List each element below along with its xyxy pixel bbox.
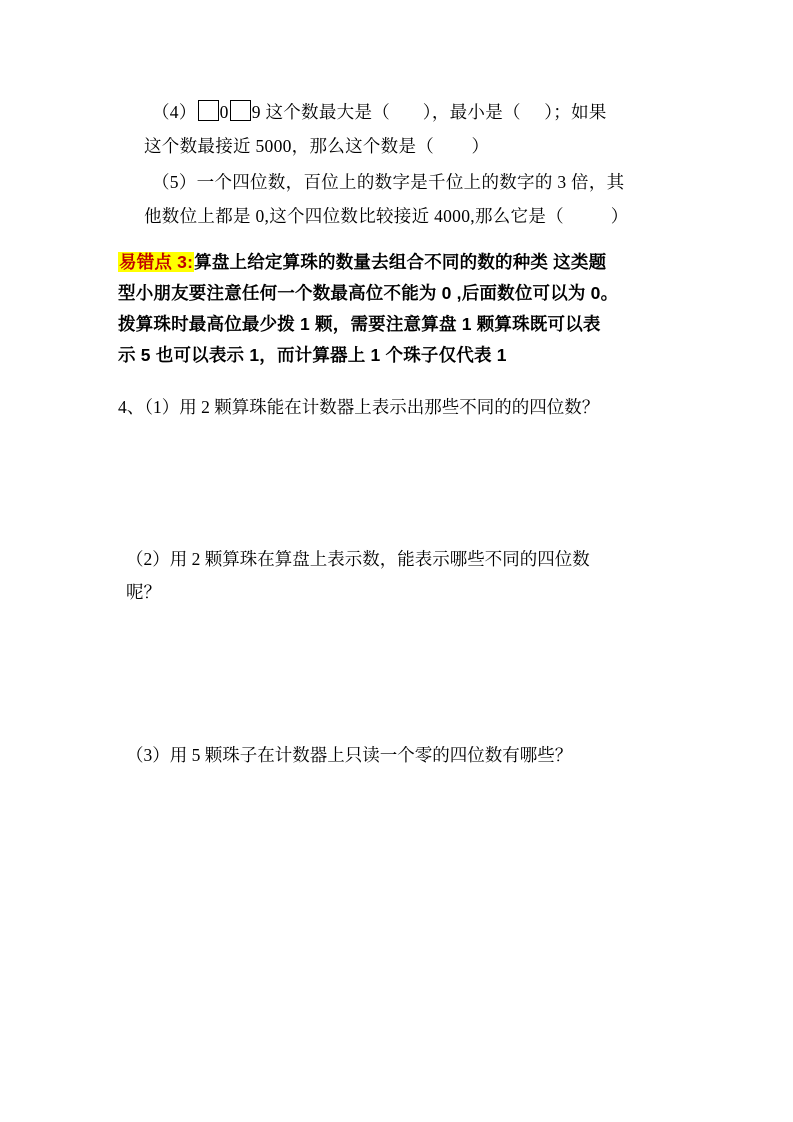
question-4 bbox=[118, 95, 683, 163]
tip-line-2: 型小朋友要注意任何一个数最高位不能为 0 ,后面数位可以为 0。 bbox=[118, 283, 619, 303]
question-4-text-d: ）；如果 bbox=[544, 102, 607, 122]
question-4-line-2-text: 这个数最接近 5000，那么这个数是（ bbox=[144, 136, 435, 156]
question-5 bbox=[118, 165, 683, 233]
tip-line-1 bbox=[118, 247, 683, 278]
question-5-line-2-text: 他数位上都是 0,这个四位数比较接近 4000,那么它是（ bbox=[144, 206, 564, 226]
tip-line-4: 示 5 也可以表示 1，而计算器上 1 个珠子仅代表 1 bbox=[118, 345, 507, 365]
question-4-digit-a: 0 bbox=[219, 102, 229, 122]
question-4-line-2-end: ） bbox=[471, 136, 490, 156]
section-4-item-2-line-1: （2）用 2 颗算珠在算盘上表示数，能表示哪些不同的四位数 bbox=[126, 549, 590, 569]
question-4-line-2 bbox=[118, 129, 683, 163]
section-4-item-3: （3）用 5 颗珠子在计数器上只读一个零的四位数有哪些？ bbox=[126, 745, 573, 765]
section-4-item-1: 4、（1）用 2 颗算珠能在计数器上表示出那些不同的的四位数？ bbox=[118, 397, 600, 417]
answer-space-2 bbox=[118, 609, 683, 739]
question-5-line-2 bbox=[118, 199, 683, 233]
tip-line-3: 拨算珠时最高位最少拨 1 颗，需要注意算盘 1 颗算珠既可以表 bbox=[118, 314, 601, 334]
answer-box-icon bbox=[230, 100, 251, 121]
tip-block bbox=[118, 247, 683, 371]
question-5-line-2-end: ） bbox=[610, 206, 629, 226]
answer-box-icon bbox=[198, 100, 219, 121]
tip-label: 易错点 3: bbox=[119, 252, 194, 272]
section-4-item-2-line-2: 呢？ bbox=[126, 582, 161, 602]
tip-line-1-text: 算盘上给定算珠的数量去组合不同的数的种类 这类题 bbox=[194, 252, 607, 272]
answer-space-1 bbox=[118, 423, 683, 543]
question-4-prefix: （4） bbox=[152, 102, 197, 122]
question-4-line-1 bbox=[118, 95, 683, 129]
question-4-text-c: ），最小是（ bbox=[422, 102, 521, 122]
section-4 bbox=[118, 391, 683, 772]
question-5-line-1-text: （5）一个四位数，百位上的数字是千位上的数字的 3 倍，其 bbox=[152, 172, 625, 192]
question-4-text-b: 9 这个数最大是（ bbox=[251, 102, 391, 122]
question-5-line-1 bbox=[118, 165, 683, 199]
